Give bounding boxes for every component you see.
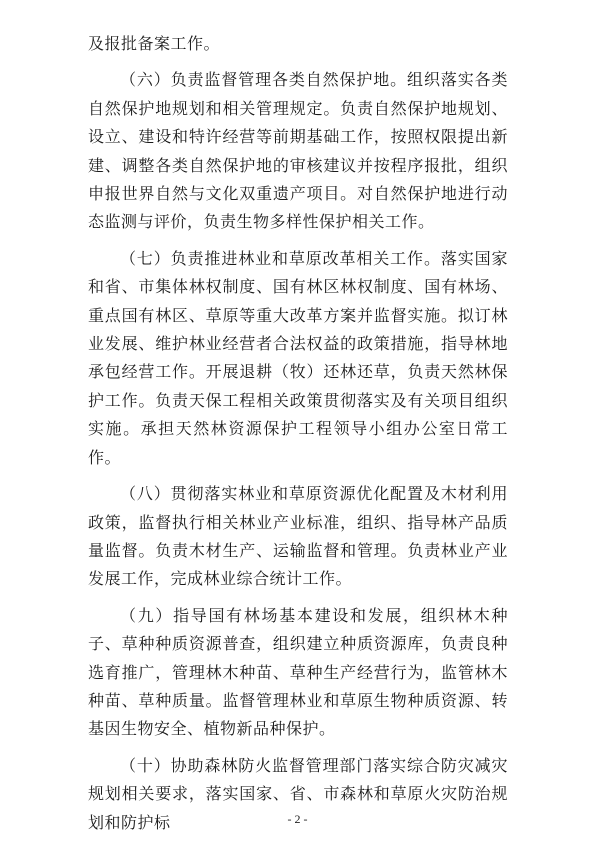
document-body <box>88 30 508 845</box>
paragraph-item-9: （九）指导国有林场基本建设和发展，组织林木种子、草种种质资源普查，组织建立种质资源库，负责良种选育推广，管理林木种苗、草种生产经营行为，监管林木种苗、草种质量。监督管理林业和草原生物种质资源、转基因生物安全、植物新品种保护。 <box>88 605 508 739</box>
paragraph-continuation: 及报批备案工作。 <box>88 34 221 53</box>
paragraph-item-8: （八）贯彻落实林业和草原资源优化配置及木材利用政策，监督执行相关林业产业标准，组织、指导林产品质量监督。负责木材生产、运输监督和管理。负责林业产业发展工作，完成林业综合统计工作。 <box>88 484 508 589</box>
page-number: - 2 - <box>287 812 308 826</box>
paragraph-item-7: （七）负责推进林业和草原改革相关工作。落实国家和省、市集体林权制度、国有林区林权制度、国有林场、重点国有林区、草原等重大改革方案并监督实施。拟订林业发展、维护林业经营者合法权益的政策措施，指导林地承包经营工作。开展退耕（牧）还林还草，负责天然林保护工作。负责天保工程相关政策贯彻落实及有关项目组织实施。承担天然林资源保护工程领导小组办公室日常工作。 <box>88 248 508 467</box>
paragraph-item-10: （十）协助森林防火监督管理部门落实综合防灾减灾规划相关要求，落实国家、省、市森林和草原火灾防治规划和防护标 <box>88 755 508 832</box>
paragraph-item-6: （六）负责监督管理各类自然保护地。组织落实各类自然保护地规划和相关管理规定。负责自然保护地规划、设立、建设和特许经营等前期基础工作，按照权限提出新建、调整各类自然保护地的审核建议并按程序报批，组织申报世界自然与文化双重遗产项目。对自然保护地进行动态监测与评价，负责生物多样性保护相关工作。 <box>88 70 508 232</box>
